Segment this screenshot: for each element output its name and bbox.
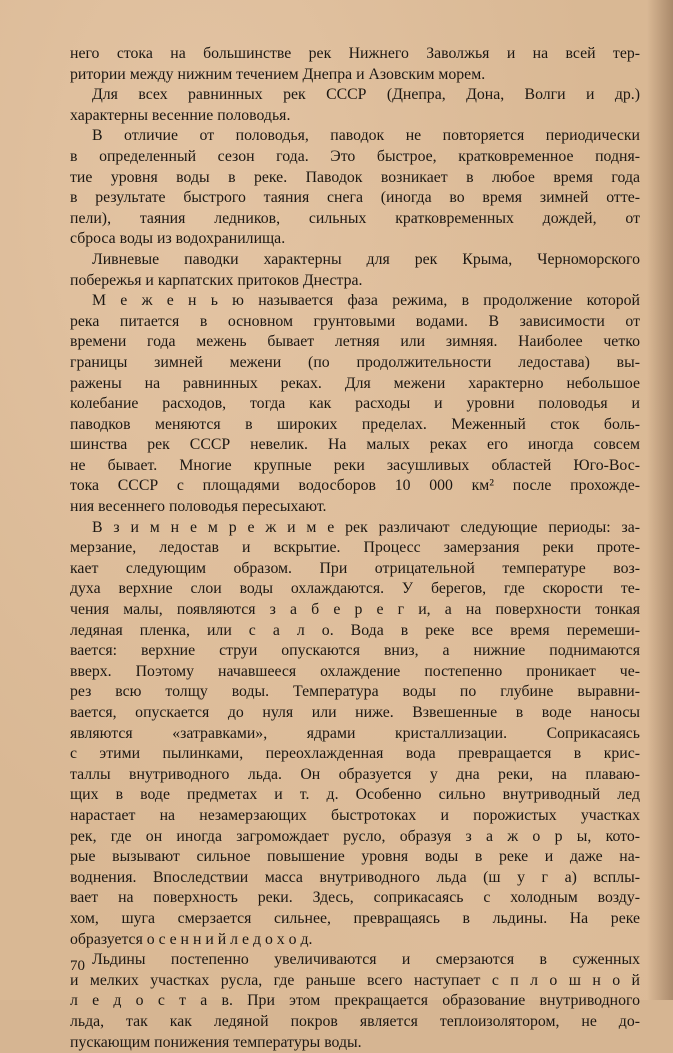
text-line: сброса воды из водохранилища.	[70, 229, 640, 250]
text-line: шинства рек СССР невелик. На малых реках его иногда совсем	[70, 435, 640, 456]
text-line: нарастает на незамерзающих быстротоках и порожистых участках	[70, 806, 640, 827]
text-line: река питается в основном грунтовыми водами. В зависимости от	[70, 312, 640, 333]
text-line: вается: верхние струи опускаются вниз, а нижние поднимаются	[70, 641, 640, 662]
text-line: образуется о с е н н и й л е д о х о д.	[70, 930, 640, 951]
text-line: него стока на большинстве рек Нижнего Заволжья и на всей тер-	[70, 44, 640, 65]
text-line: ледяная пленка, или с а л о. Вода в реке все время перемеши-	[70, 621, 640, 642]
text-line: вается, опускается до нуля или ниже. Взвешенные в воде наносы	[70, 703, 640, 724]
text-line: вает на поверхность реки. Здесь, соприкасаясь с холодным возду-	[70, 888, 640, 909]
text-line: мерзание, ледостав и вскрытие. Процесс замерзания реки проте-	[70, 538, 640, 559]
text-line: тока СССР с площадями водосборов 10 000 км² после прохожде-	[70, 476, 640, 497]
text-line: В отличие от половодья, паводок не повторяется периодически	[70, 126, 640, 147]
text-line: В з и м н е м р е ж и м е рек различают следующие периоды: за-	[70, 518, 640, 539]
text-line: характерны весенние половодья.	[70, 106, 640, 127]
text-line: и мелких участках русла, где раньше всего наступает с п л о ш н о й	[70, 971, 640, 992]
page-number: 70	[70, 958, 85, 975]
text-line: таллы внутриводного льда. Он образуется у дна реки, на плаваю-	[70, 765, 640, 786]
text-line: л е д о с т а в. При этом прекращается образование внутриводного	[70, 991, 640, 1012]
text-line: Для всех равнинных рек СССР (Днепра, Дона, Волги и др.)	[70, 85, 640, 106]
text-line: пели), таяния ледников, сильных кратковременных дождей, от	[70, 209, 640, 230]
text-line: не бывает. Многие крупные реки засушливых областей Юго-Вос-	[70, 456, 640, 477]
text-line: в результате быстрого таяния снега (иногда во время зимней отте-	[70, 188, 640, 209]
text-line: рез всю толщу воды. Температура воды по глубине выравни-	[70, 682, 640, 703]
text-line: в определенный сезон года. Это быстрое, кратковременное подня-	[70, 147, 640, 168]
text-line: являются «затравками», ядрами кристаллизации. Соприкасаясь	[70, 724, 640, 745]
text-line: Льдины постепенно увеличиваются и смерзаются в суженных	[70, 950, 640, 971]
text-line: паводков меняются в широких пределах. Меженный сток боль-	[70, 415, 640, 436]
text-line: кает следующим образом. При отрицательной температуре воз-	[70, 559, 640, 580]
text-line: Ливневые паводки характерны для рек Крыма, Черноморского	[70, 250, 640, 271]
text-line: вверх. Поэтому начавшееся охлаждение постепенно проникает че-	[70, 662, 640, 683]
text-line: щих в воде предметах и т. д. Особенно сильно внутриводный лед	[70, 785, 640, 806]
text-line: пускающим понижения температуры воды.	[70, 1033, 640, 1053]
text-line: льда, так как ледяной покров является теплоизолятором, не до-	[70, 1012, 640, 1033]
text-line: чения малы, появляются з а б е р е г и, а на поверхности тонкая	[70, 600, 640, 621]
text-line: ния весеннего половодья пересыхают.	[70, 497, 640, 518]
body-text	[70, 44, 640, 1053]
text-line: побережья и карпатских притоков Днестра.	[70, 271, 640, 292]
text-line: ритории между нижним течением Днепра и Азовским морем.	[70, 65, 640, 86]
text-line: с этими пылинками, переохлажденная вода превращается в крис-	[70, 744, 640, 765]
text-line: воднения. Впоследствии масса внутриводного льда (ш у г а) всплы-	[70, 868, 640, 889]
text-line: духа верхние слои воды охлаждаются. У берегов, где скорости те-	[70, 579, 640, 600]
text-line: тие уровня воды в реке. Паводок возникает в любое время года	[70, 168, 640, 189]
text-line: рые вызывают сильное повышение уровня воды в реке и даже на-	[70, 847, 640, 868]
text-line: времени года межень бывает летняя или зимняя. Наиболее четко	[70, 332, 640, 353]
text-line: границы зимней межени (по продолжительности ледостава) вы-	[70, 353, 640, 374]
text-line: ражены на равнинных реках. Для межени характерно небольшое	[70, 374, 640, 395]
text-line: М е ж е н ь ю называется фаза режима, в продолжение которой	[70, 291, 640, 312]
page-edge-shadow	[647, 0, 673, 1000]
text-line: колебание расходов, тогда как расходы и уровни половодья и	[70, 394, 640, 415]
text-line: рек, где он иногда загромождает русло, образуя з а ж о р ы, кото-	[70, 827, 640, 848]
text-line: хом, шуга смерзается сильнее, превращаясь в льдины. На реке	[70, 909, 640, 930]
